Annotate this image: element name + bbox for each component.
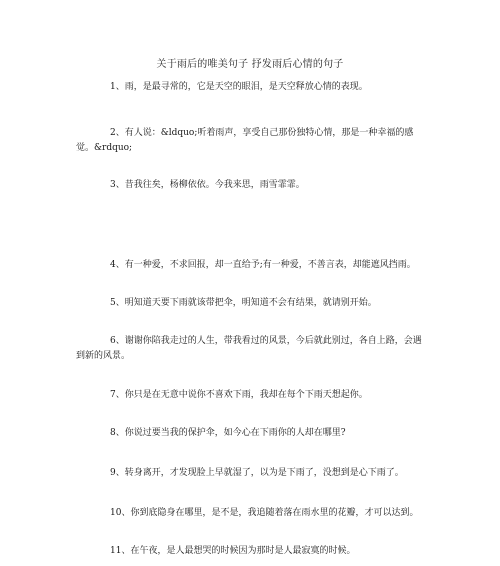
paragraph-8: 8、你说过要当我的保护伞，如今心在下雨你的人却在哪里?	[110, 428, 346, 438]
paragraph-4: 4、有一种爱，不求回报，却一直给予;有一种爱，不善言表，却能遮风挡雨。	[110, 260, 416, 270]
paragraph-6: 6、谢谢你陪我走过的人生，带我看过的风景，今后就此别过，各自上路，会遇到新的风景。	[76, 336, 422, 361]
paragraph-1: 1、雨，是最寻常的，它是天空的眼泪，是天空释放心情的表现。	[110, 82, 368, 92]
paragraph-5: 5、明知道天要下雨就该带把伞，明知道不会有结果，就请别开始。	[110, 298, 377, 308]
paragraph-3: 3、昔我往矣，杨柳依依。今我来思，雨雪霏霏。	[110, 180, 305, 190]
paragraph-9: 9、转身离开，才发现脸上早就湿了，以为是下雨了，没想到是心下雨了。	[110, 468, 404, 478]
document-title: 关于雨后的唯美句子 抒发雨后心情的句子	[156, 59, 344, 70]
paragraph-2: 2、有人说：&ldquo;听着雨声，享受自己那份独特心情，那是一种幸福的感觉。&rdquo;	[76, 128, 414, 153]
paragraph-10: 10、你到底隐身在哪里，是不是，我追随着落在雨水里的花瓣，才可以达到。	[110, 508, 419, 518]
paragraph-11: 11、在午夜，是人最想哭的时候因为那时是人最寂寞的时候。	[110, 546, 356, 556]
paragraph-7: 7、你只是在无意中说你不喜欢下雨，我却在每个下雨天想起你。	[110, 390, 368, 400]
